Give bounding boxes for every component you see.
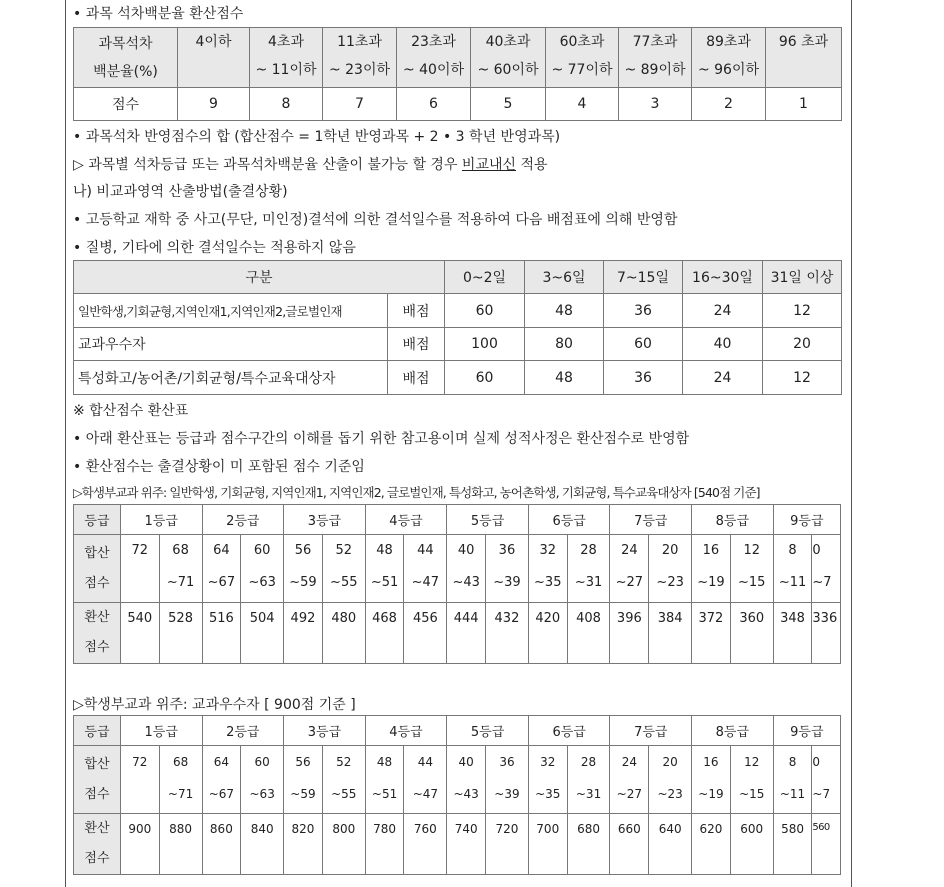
score-cell: 5 — [471, 88, 546, 121]
table-540-title: ▷학생부교과 위주: 일반학생, 기회균형, 지역인재1, 지역인재2, 글로벌인재, 특성화고, 농어촌학생, 기회균형, 특수교육대상자 [540점 기준] — [73, 485, 760, 500]
attendance-value: 36 — [604, 294, 683, 328]
score-cell: 4 — [546, 88, 619, 121]
sum-range-cell — [692, 535, 731, 603]
sum-range-bottom: ~31 — [575, 787, 602, 801]
bullet-percentile-conversion: • 과목 석차백분율 환산점수 — [73, 6, 244, 22]
sum-range-cell — [120, 746, 159, 814]
grade-cell: 8등급 — [692, 505, 774, 535]
sum-range-bottom: ~35 — [535, 787, 561, 801]
sum-range-cell — [486, 746, 529, 814]
sum-range-top: 36 — [498, 543, 516, 558]
sum-range-top: 52 — [336, 755, 352, 769]
attendance-value: 36 — [604, 361, 683, 395]
sum-range-cell — [241, 746, 284, 814]
sum-range-cell — [528, 535, 567, 603]
bullet-illness-rule: • 질병, 기타에 의한 결석일수는 적용하지 않음 — [73, 240, 356, 256]
conversion-value: 760 — [404, 814, 447, 875]
sum-row — [74, 535, 841, 603]
sum-range-bottom: ~71 — [167, 787, 194, 801]
conversion-value: 348 — [773, 603, 812, 664]
attendance-row-label: 특성화고/농어촌/기회균형/특수교육대상자 — [74, 361, 388, 395]
sum-range-cell — [773, 746, 812, 814]
sum-range-cell — [610, 746, 649, 814]
bullet-sum-formula: • 과목석차 반영점수의 합 (합산점수 = 1학년 반영과목 + 2 • 3 학년 반영과목) — [73, 129, 561, 145]
range-cell: 11초과 ~ 23이하 — [323, 28, 397, 88]
sum-range-bottom: ~51 — [370, 575, 399, 590]
sum-range-bottom: ~71 — [166, 575, 195, 590]
sum-range-top: 16 — [702, 543, 720, 558]
section-attendance-heading: 나) 비교과영역 산출방법(출결상황) — [73, 184, 288, 200]
sum-range-cell — [322, 746, 365, 814]
attendance-category-header: 구분 — [74, 261, 445, 294]
grade-cell: 9등급 — [773, 505, 840, 535]
sum-range-cell — [202, 535, 241, 603]
grade-cell: 1등급 — [120, 505, 202, 535]
conversion-row — [74, 814, 841, 875]
bullet-absence-rule: • 고등학교 재학 중 사고(무단, 미인정)결석에 의한 결석일수를 적용하여 다음 배점표에 의해 반영함 — [73, 212, 678, 228]
conversion-value: 468 — [365, 603, 404, 664]
sum-range-top: 68 — [172, 543, 189, 558]
sum-range-cell — [730, 746, 773, 814]
attendance-value: 12 — [763, 294, 842, 328]
attendance-row — [74, 328, 842, 361]
sum-range-top: 28 — [580, 543, 597, 558]
attendance-row-type: 배점 — [388, 294, 445, 328]
grade-cell: 9등급 — [773, 716, 840, 746]
range-cell: 4이하 — [178, 28, 250, 88]
sum-range-bottom: ~7 — [812, 575, 832, 590]
range-cell: 77초과 ~ 89이하 — [619, 28, 692, 88]
sum-range-top: 24 — [621, 755, 637, 769]
sum-range-top: 32 — [539, 543, 557, 558]
sum-range-bottom: ~63 — [249, 787, 275, 801]
conversion-value: 640 — [649, 814, 692, 875]
conversion-value: 480 — [322, 603, 365, 664]
sum-range-top: 56 — [294, 543, 312, 558]
attendance-row — [74, 294, 842, 328]
sum-range-bottom: ~15 — [738, 575, 766, 590]
attendance-column-header: 0~2일 — [445, 261, 525, 294]
attendance-header-row — [74, 261, 842, 294]
conversion-value: 396 — [610, 603, 649, 664]
sum-range-top: 60 — [254, 755, 270, 769]
sum-range-cell — [159, 535, 202, 603]
grade-cell: 3등급 — [284, 505, 366, 535]
sum-range-bottom: ~23 — [656, 575, 684, 590]
sum-range-bottom: ~47 — [411, 575, 440, 590]
conversion-value: 900 — [120, 814, 159, 875]
sum-range-top: 40 — [458, 755, 474, 769]
sum-range-top: 20 — [661, 543, 679, 558]
page-border-right — [851, 0, 852, 887]
conversion-value: 860 — [202, 814, 241, 875]
conversion-value: 620 — [692, 814, 731, 875]
sum-range-cell — [241, 535, 284, 603]
sum-range-cell — [812, 746, 841, 814]
attendance-value: 60 — [604, 328, 683, 361]
sum-range-bottom: ~31 — [574, 575, 603, 590]
bullet-attendance-excluded: • 환산점수는 출결상황이 미 포함된 점수 기준임 — [73, 459, 365, 475]
sum-range-top: 36 — [499, 755, 515, 769]
conversion-value: 660 — [610, 814, 649, 875]
sum-range-bottom: ~47 — [412, 787, 439, 801]
conversion-value: 700 — [528, 814, 567, 875]
sum-range-top: 48 — [376, 543, 393, 558]
grade-cell: 1등급 — [120, 716, 202, 746]
conversion-value: 420 — [528, 603, 567, 664]
score-label: 점수 — [74, 88, 178, 121]
score-cell: 7 — [323, 88, 397, 121]
conversion-value: 560 — [812, 814, 841, 875]
sum-range-cell — [447, 746, 486, 814]
sum-range-cell — [322, 535, 365, 603]
sum-range-bottom: ~63 — [248, 575, 276, 590]
sum-range-top: 68 — [172, 755, 189, 769]
grade-cell: 5등급 — [447, 505, 529, 535]
score-cell: 6 — [397, 88, 471, 121]
sum-range-cell — [812, 535, 841, 603]
score-cell: 3 — [619, 88, 692, 121]
sum-range-cell — [404, 535, 447, 603]
grade-cell: 6등급 — [528, 716, 610, 746]
sum-range-bottom: ~7 — [812, 787, 831, 801]
conversion-value: 504 — [241, 603, 284, 664]
sum-range-cell — [567, 746, 610, 814]
attendance-row-type: 배점 — [388, 328, 445, 361]
percentile-score-row — [74, 88, 842, 121]
sum-range-bottom: ~67 — [207, 575, 236, 590]
attendance-value: 24 — [683, 361, 763, 395]
sum-range-top: 56 — [295, 755, 311, 769]
sum-range-bottom: ~39 — [493, 575, 521, 590]
conversion-value: 680 — [567, 814, 610, 875]
conversion-value: 780 — [365, 814, 404, 875]
sum-range-cell — [284, 535, 323, 603]
sum-range-cell — [447, 535, 486, 603]
grade-row — [74, 716, 841, 746]
grade-cell: 7등급 — [610, 716, 692, 746]
sum-range-top: 12 — [743, 543, 760, 558]
conversion-value: 880 — [159, 814, 202, 875]
conversion-value: 740 — [447, 814, 486, 875]
sum-range-top: 20 — [662, 755, 678, 769]
grade-cell: 8등급 — [692, 716, 774, 746]
grade-cell: 2등급 — [202, 716, 284, 746]
sum-range-top: 60 — [253, 543, 271, 558]
grade-label: 등급 — [74, 505, 121, 535]
attendance-value: 100 — [445, 328, 525, 361]
attendance-table — [73, 260, 842, 395]
sum-range-cell — [610, 535, 649, 603]
attendance-value: 20 — [763, 328, 842, 361]
sum-range-bottom: ~27 — [615, 575, 644, 590]
sum-range-top: 44 — [417, 543, 434, 558]
grade-cell: 4등급 — [365, 505, 447, 535]
sum-row — [74, 746, 841, 814]
conversion-table-540 — [73, 504, 841, 664]
attendance-column-header: 16~30일 — [683, 261, 763, 294]
conversion-value: 408 — [567, 603, 610, 664]
conversion-label: 환산 점수 — [74, 603, 121, 664]
conversion-value: 820 — [284, 814, 323, 875]
sum-label: 합산 점수 — [74, 746, 121, 814]
attendance-row — [74, 361, 842, 395]
percentile-header-row — [74, 28, 842, 88]
conversion-table-900 — [73, 715, 841, 875]
sum-range-cell — [365, 535, 404, 603]
range-cell: 89초과 ~ 96이하 — [692, 28, 766, 88]
sum-range-top: 72 — [132, 755, 148, 769]
attendance-value: 60 — [445, 361, 525, 395]
sum-range-bottom: ~55 — [331, 787, 357, 801]
sum-range-top: 0 — [812, 755, 821, 769]
sum-range-top: 52 — [335, 543, 353, 558]
sum-range-cell — [404, 746, 447, 814]
sum-range-bottom: ~51 — [371, 787, 398, 801]
conversion-value: 600 — [730, 814, 773, 875]
attendance-row-type: 배점 — [388, 361, 445, 395]
sum-range-cell — [649, 746, 692, 814]
range-cell: 40초과 ~ 60이하 — [471, 28, 546, 88]
sum-range-top: 24 — [621, 543, 638, 558]
conversion-label: 환산 점수 — [74, 814, 121, 875]
sum-range-top: 28 — [580, 755, 597, 769]
attendance-value: 60 — [445, 294, 525, 328]
sum-range-cell — [649, 535, 692, 603]
note-comparative: ▷ 과목별 석차등급 또는 과목석차백분율 산출이 불가능 할 경우 비교내신 적용 — [73, 157, 548, 173]
sum-range-top: 16 — [703, 755, 719, 769]
attendance-value: 80 — [525, 328, 604, 361]
attendance-row-label: 교과우수자 — [74, 328, 388, 361]
conversion-value: 492 — [284, 603, 323, 664]
conversion-value: 444 — [447, 603, 486, 664]
attendance-value: 48 — [525, 361, 604, 395]
attendance-value: 40 — [683, 328, 763, 361]
grade-row — [74, 505, 841, 535]
sum-range-top: 48 — [376, 755, 393, 769]
sum-range-bottom: ~11 — [778, 575, 807, 590]
score-cell: 2 — [692, 88, 766, 121]
conversion-value: 456 — [404, 603, 447, 664]
grade-label: 등급 — [74, 716, 121, 746]
sum-range-bottom: ~27 — [616, 787, 642, 801]
sum-range-top: 32 — [540, 755, 556, 769]
sum-range-bottom: ~15 — [739, 787, 765, 801]
sum-range-cell — [486, 535, 529, 603]
note-sum-conversion: ※ 합산점수 환산표 — [73, 403, 189, 419]
conversion-value: 432 — [486, 603, 529, 664]
range-cell: 4초과 ~ 11이하 — [250, 28, 323, 88]
grade-cell: 2등급 — [202, 505, 284, 535]
sum-range-top: 40 — [457, 543, 475, 558]
conversion-value: 840 — [241, 814, 284, 875]
attendance-column-header: 31일 이상 — [763, 261, 842, 294]
conversion-value: 540 — [120, 603, 159, 664]
sum-range-cell — [365, 746, 404, 814]
attendance-column-header: 7~15일 — [604, 261, 683, 294]
grade-cell: 6등급 — [528, 505, 610, 535]
score-cell: 9 — [178, 88, 250, 121]
sum-range-cell — [730, 535, 773, 603]
attendance-value: 24 — [683, 294, 763, 328]
score-cell: 8 — [250, 88, 323, 121]
conversion-value: 800 — [322, 814, 365, 875]
sum-range-top: 8 — [788, 543, 797, 558]
conversion-value: 516 — [202, 603, 241, 664]
range-cell: 60초과 ~ 77이하 — [546, 28, 619, 88]
sum-range-cell — [120, 535, 159, 603]
sum-range-top: 64 — [213, 755, 230, 769]
comparative-grade-link: 비교내신 — [461, 157, 517, 173]
sum-range-top: 44 — [417, 755, 433, 769]
sum-range-bottom: ~23 — [657, 787, 683, 801]
attendance-column-header: 3~6일 — [525, 261, 604, 294]
sum-label: 합산 점수 — [74, 535, 121, 603]
conversion-value: 336 — [812, 603, 841, 664]
sum-range-cell — [528, 746, 567, 814]
sum-range-bottom: ~59 — [290, 787, 316, 801]
percentile-score-table — [73, 27, 842, 121]
conversion-row — [74, 603, 841, 664]
sum-range-bottom: ~19 — [698, 787, 724, 801]
sum-range-cell — [159, 746, 202, 814]
sum-range-bottom: ~11 — [779, 787, 806, 801]
range-cell: 23초과 ~ 40이하 — [397, 28, 471, 88]
sum-range-top: 72 — [131, 543, 149, 558]
conversion-value: 384 — [649, 603, 692, 664]
sum-range-cell — [202, 746, 241, 814]
sum-range-top: 8 — [788, 755, 797, 769]
attendance-value: 12 — [763, 361, 842, 395]
sum-range-bottom: ~59 — [289, 575, 317, 590]
sum-range-cell — [284, 746, 323, 814]
sum-range-bottom: ~19 — [697, 575, 725, 590]
sum-range-bottom: ~43 — [452, 575, 480, 590]
sum-range-top: 12 — [744, 755, 760, 769]
sum-range-cell — [773, 535, 812, 603]
range-cell: 96 초과 — [766, 28, 842, 88]
sum-range-cell — [692, 746, 731, 814]
conversion-value: 720 — [486, 814, 529, 875]
grade-cell: 5등급 — [447, 716, 529, 746]
grade-cell: 3등급 — [284, 716, 366, 746]
grade-cell: 7등급 — [610, 505, 692, 535]
table-900-title: ▷학생부교과 위주: 교과우수자 [ 900점 기준 ] — [73, 697, 356, 713]
sum-range-top: 0 — [812, 543, 821, 558]
page-border-left — [65, 0, 66, 887]
attendance-row-label: 일반학생,기회균형,지역인재1,지역인재2,글로벌인재 — [74, 294, 388, 328]
sum-range-top: 64 — [213, 543, 230, 558]
conversion-value: 528 — [159, 603, 202, 664]
sum-range-bottom: ~55 — [330, 575, 358, 590]
conversion-value: 372 — [692, 603, 731, 664]
sum-range-bottom: ~67 — [208, 787, 235, 801]
bullet-reference-only: • 아래 환산표는 등급과 점수구간의 이해를 돕기 위한 참고용이며 실제 성적사정은 환산점수로 반영함 — [73, 431, 690, 447]
grade-cell: 4등급 — [365, 716, 447, 746]
score-cell: 1 — [766, 88, 842, 121]
percentile-header-label: 과목석차 백분율(%) — [74, 28, 178, 88]
sum-range-bottom: ~39 — [494, 787, 520, 801]
sum-range-bottom: ~43 — [453, 787, 479, 801]
sum-range-cell — [567, 535, 610, 603]
attendance-value: 48 — [525, 294, 604, 328]
conversion-value: 580 — [773, 814, 812, 875]
conversion-value: 360 — [730, 603, 773, 664]
sum-range-bottom: ~35 — [534, 575, 562, 590]
